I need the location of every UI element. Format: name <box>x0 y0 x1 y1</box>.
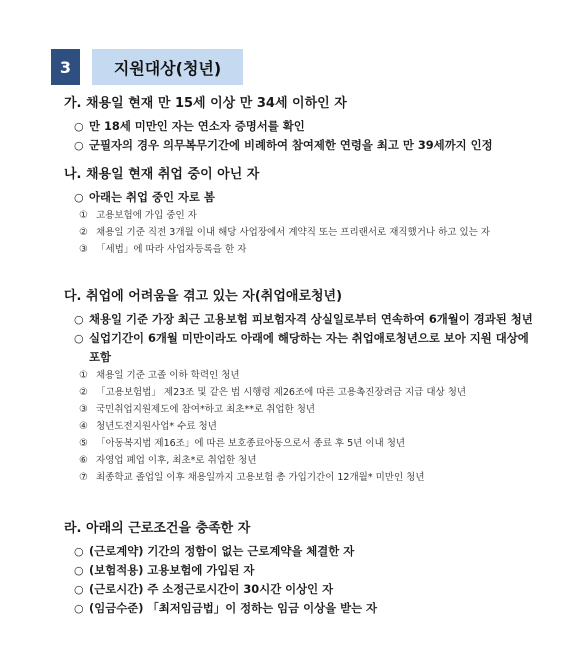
numbered-item: ① 채용일 기준 고졸 이하 학력인 청년 <box>79 370 240 381</box>
bullet-item: ○ 채용일 기준 가장 최근 고용보험 피보험자격 상실일로부터 연속하여 6개월이 경과된 청년 <box>64 310 535 329</box>
section-ra <box>64 520 545 618</box>
bullet-item: ○ (근로계약) 기간의 정함이 없는 근로계약을 체결한 자 <box>64 542 545 561</box>
numbered-item: ⑤ 「아동복지법 제16조」에 따른 보호종료아동으로서 종료 후 5년 이내 청년 <box>79 438 406 449</box>
section-na-title: 나. 채용일 현재 취업 중이 아닌 자 <box>64 167 260 182</box>
circle-bullet-icon: ○ <box>74 332 84 345</box>
bullet-item: ○ 군필자의 경우 의무복무기간에 비례하여 참여제한 연령을 최고 만 39세까지 인정 <box>64 136 545 155</box>
circle-bullet-icon: ○ <box>74 583 84 596</box>
circle-bullet-icon: ○ <box>74 602 84 615</box>
bullet-item: ○ (임금수준) 「최저임금법」이 정하는 임금 이상을 받는 자 <box>64 599 545 618</box>
section-na <box>64 166 545 258</box>
bullet-item: ○ 아래는 취업 중인 자로 봄 <box>64 188 545 207</box>
numbered-item: ③ 「세법」에 따라 사업자등록을 한 자 <box>79 244 247 255</box>
numbered-item: ④ 청년도전지원사업* 수료 청년 <box>79 421 217 432</box>
circle-bullet-icon: ○ <box>74 120 84 133</box>
circle-bullet-icon: ○ <box>74 545 84 558</box>
numbered-item: ⑥ 자영업 폐업 이후, 최초*로 취업한 청년 <box>79 455 257 466</box>
numbered-item: ② 「고용보험법」 제23조 및 같은 법 시행령 제26조에 따른 고용촉진장려금 지급 대상 청년 <box>79 387 467 398</box>
section-da <box>64 288 545 486</box>
numbered-item: ⑦ 최종학교 졸업일 이후 채용일까지 고용보험 총 가입기간이 12개월* 미만인 청년 <box>79 472 425 483</box>
numbered-item: ③ 국민취업지원제도에 참여*하고 최초**로 취업한 청년 <box>79 404 316 415</box>
circle-bullet-icon: ○ <box>74 313 84 326</box>
numbered-item: ① 고용보험에 가입 중인 자 <box>79 210 197 221</box>
circle-bullet-icon: ○ <box>74 191 84 204</box>
circle-bullet-icon: ○ <box>74 139 84 152</box>
numbered-item: ② 채용일 기준 직전 3개월 이내 해당 사업장에서 계약직 또는 프리랜서로 재직했거나 하고 있는 자 <box>79 227 491 238</box>
section-ga-title: 가. 채용일 현재 만 15세 이상 만 34세 이하인 자 <box>64 96 347 111</box>
bullet-item: ○ (근로시간) 주 소정근로시간이 30시간 이상인 자 <box>64 580 545 599</box>
section-da-title: 다. 취업에 어려움을 겪고 있는 자(취업애로청년) <box>64 289 343 304</box>
section-ra-title: 라. 아래의 근로조건을 충족한 자 <box>64 521 251 536</box>
bullet-item: ○ (보험적용) 고용보험에 가입된 자 <box>64 561 545 580</box>
bullet-item: ○ 실업기간이 6개월 미만이라도 아래에 해당하는 자는 취업애로청년으로 보아 지원 대상에 포함 <box>74 331 529 364</box>
bullet-item: ○ 만 18세 미만인 자는 연소자 증명서를 확인 <box>64 117 545 136</box>
section-number-badge: 3 <box>51 49 80 85</box>
section-ga <box>64 95 545 155</box>
circle-bullet-icon: ○ <box>74 564 84 577</box>
section-title: 지원대상(청년) <box>92 49 243 85</box>
